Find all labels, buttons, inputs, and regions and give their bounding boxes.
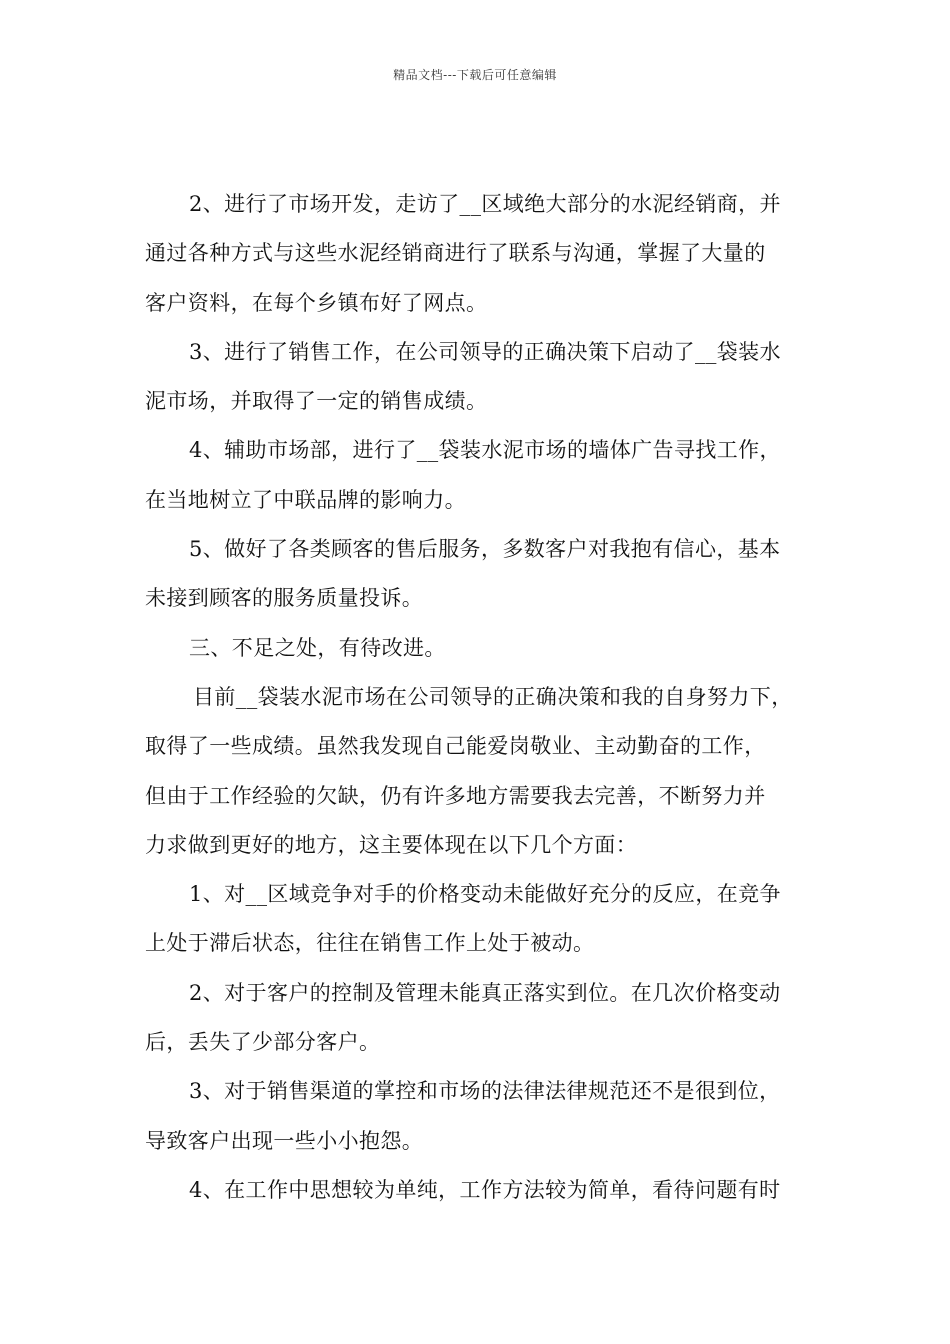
section-heading: 三、不足之处，有待改进。 [189, 635, 446, 660]
paragraph-line: 5、做好了各类顾客的售后服务，多数客户对我抱有信心，基本 [189, 537, 781, 562]
paragraph-line: 2、进行了市场开发，走访了__区域绝大部分的水泥经销商，并 [189, 192, 781, 216]
document-body [145, 180, 811, 1215]
paragraph-line: 在当地树立了中联品牌的影响力。 [145, 487, 466, 512]
paragraph-line: 未接到顾客的服务质量投诉。 [145, 586, 424, 611]
paragraph-line: 后，丢失了少部分客户。 [145, 1030, 381, 1055]
paragraph-line: 导致客户出现一些小小抱怨。 [145, 1128, 424, 1153]
paragraph-line: 4、辅助市场部，进行了__袋装水泥市场的墙体广告寻找工作， [189, 438, 781, 463]
paragraph-line: 取得了一些成绩。虽然我发现自己能爱岗敬业、主动勤奋的工作， [145, 734, 766, 759]
paragraph-line: 上处于滞后状态，往往在销售工作上处于被动。 [145, 931, 595, 956]
paragraph-line: 3、对于销售渠道的掌控和市场的法律法律规范还不是很到位， [189, 1079, 781, 1104]
paragraph-line: 1、对__区域竞争对手的价格变动未能做好充分的反应，在竞争 [189, 882, 781, 907]
paragraph-line: 2、对于客户的控制及管理未能真正落实到位。在几次价格变动 [189, 980, 781, 1005]
paragraph-line: 目前__袋装水泥市场在公司领导的正确决策和我的自身努力下， [193, 684, 793, 709]
paragraph-line: 4、在工作中思想较为单纯，工作方法较为简单，看待问题有时 [189, 1177, 781, 1202]
paragraph-line: 通过各种方式与这些水泥经销商进行了联系与沟通，掌握了大量的 [145, 241, 766, 266]
paragraph-line: 3、进行了销售工作，在公司领导的正确决策下启动了__袋装水 [189, 339, 781, 364]
paragraph-line: 但由于工作经验的欠缺，仍有许多地方需要我去完善，不断努力并 [145, 783, 766, 808]
paragraph-line: 力求做到更好的地方，这主要体现在以下几个方面： [145, 832, 638, 857]
paragraph-line: 泥市场，并取得了一定的销售成绩。 [145, 389, 488, 414]
paragraph-line: 客户资料，在每个乡镇布好了网点。 [145, 290, 488, 315]
page-header: 精品文档---下载后可任意编辑 [393, 68, 557, 82]
